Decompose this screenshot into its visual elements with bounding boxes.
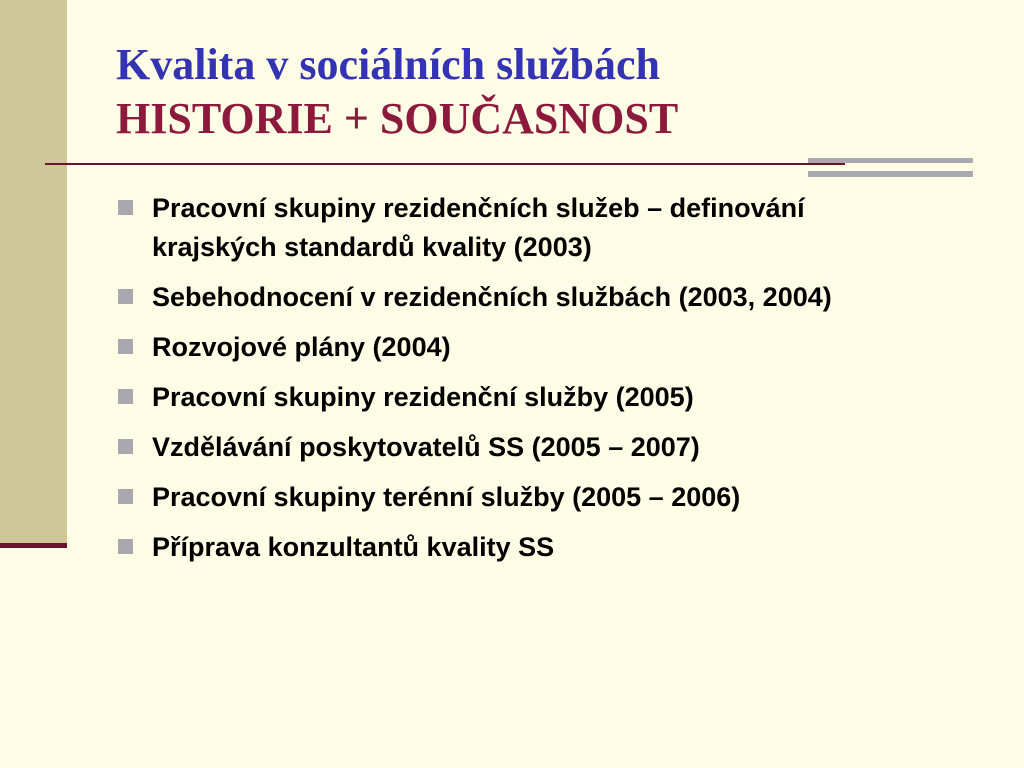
bullet-text: Pracovní skupiny rezidenčních služeb – definování krajských standardů kvality (2003) [152, 193, 805, 262]
slide-title-line1: Kvalita v sociálních službách [116, 40, 660, 89]
left-decorative-band [0, 0, 67, 543]
bullet-list [116, 189, 916, 578]
left-accent-rule [0, 543, 67, 548]
bullet-item [116, 428, 916, 467]
slide-title-line2: HISTORIE + SOUČASNOST [116, 94, 679, 143]
header-accent-bar-top [808, 158, 973, 163]
bullet-item [116, 478, 916, 517]
square-bullet-icon [118, 339, 133, 354]
square-bullet-icon [118, 439, 133, 454]
bullet-text: Sebehodnocení v rezidenčních službách (2003, 2004) [152, 282, 832, 312]
header-accent-bar-bottom [808, 171, 973, 177]
square-bullet-icon [118, 389, 133, 404]
bullet-text: Pracovní skupiny rezidenční služby (2005) [152, 382, 694, 412]
bullet-item [116, 528, 916, 567]
bullet-item [116, 189, 916, 267]
square-bullet-icon [118, 200, 133, 215]
slide-title [116, 38, 678, 146]
square-bullet-icon [118, 289, 133, 304]
square-bullet-icon [118, 489, 133, 504]
bullet-text: Pracovní skupiny terénní služby (2005 – 2006) [152, 482, 741, 512]
square-bullet-icon [118, 539, 133, 554]
bullet-text: Vzdělávání poskytovatelů SS (2005 – 2007) [152, 432, 700, 462]
bullet-item [116, 328, 916, 367]
bullet-item [116, 378, 916, 417]
bullet-text: Příprava konzultantů kvality SS [152, 532, 555, 562]
header-divider-line [45, 163, 845, 165]
bullet-item [116, 278, 916, 317]
bullet-text: Rozvojové plány (2004) [152, 332, 451, 362]
